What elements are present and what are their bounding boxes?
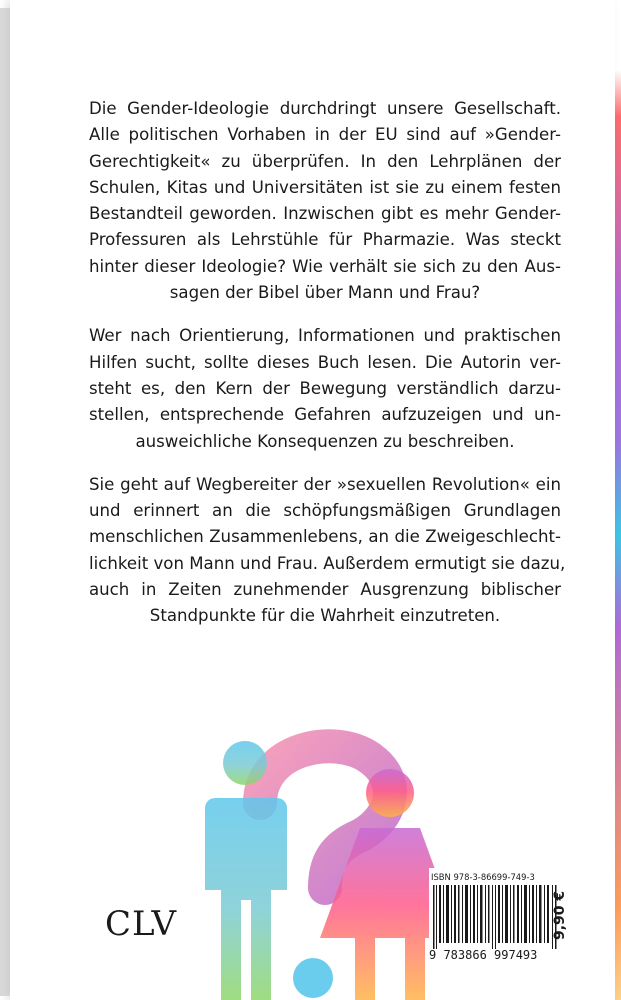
blurb-line: Standpunkte für die Wahrheit einzutreten. [149,606,501,626]
barcode-bars [431,885,559,949]
publisher-logo: CLV [105,904,178,944]
ean-digits: 9 783866 997493 [429,948,538,962]
blurb-line: Wer nach Orientierung, Informationen und praktischen [89,326,561,346]
blurb-paragraph-1 [89,96,561,306]
blurb-line: ausweichliche Konsequenzen zu beschreiben. [135,431,515,451]
blurb-line: und erinnert an die schöpfungsmäßigen Grundlagen [89,501,561,521]
blurb-line: Schulen, Kitas und Universitäten ist sie zu einem festen [89,177,561,197]
price-label: 9,90 € [552,890,568,940]
isbn-label: ISBN 978-3-86699-749-3 [431,872,535,882]
blurb-line: Professuren als Lehrstühle für Pharmazie. Was steckt [89,230,561,250]
blurb-line: Hilfen sucht, sollte dieses Buch lesen. Die Autorin ver- [89,352,561,372]
blurb-line: auch in Zeiten zunehmender Ausgrenzung biblischer [89,580,561,600]
blurb-line: Alle politischen Vorhaben in der EU sind auf »Gender- [89,125,561,145]
blurb-line: lichkeit von Mann und Frau. Außerdem ermutigt sie dazu, [89,553,566,573]
blurb-line: hinter dieser Ideologie? Wie verhält sie sich zu den Aus- [89,256,561,276]
man-woman-question-mark-icon [205,728,465,1000]
blurb-line: menschlichen Zusammenlebens, an die Zweigeschlecht- [89,527,561,547]
barcode [429,868,565,964]
book-back-cover [10,0,615,1000]
blurb-line: Sie geht auf Wegbereiter der »sexuellen Revolution« ein [89,474,561,494]
blurb-line: Bestandteil geworden. Inzwischen gibt es mehr Gender- [89,204,561,224]
blurb-line: stellen, entsprechende Gefahren aufzuzeigen und un- [89,405,561,425]
blurb-paragraph-3 [89,472,566,630]
blurb-line: steht es, den Kern der Bewegung verständlich darzu- [89,378,561,398]
blurb-line: Gerechtigkeit« zu überprüfen. In den Lehrplänen der [89,151,561,171]
blurb-line: Die Gender-Ideologie durchdringt unsere Gesellschaft. [89,99,561,118]
blurb-paragraph-2 [89,323,561,454]
blurb-line: sagen der Bibel über Mann und Frau? [169,283,481,303]
blurb-text [89,96,566,647]
